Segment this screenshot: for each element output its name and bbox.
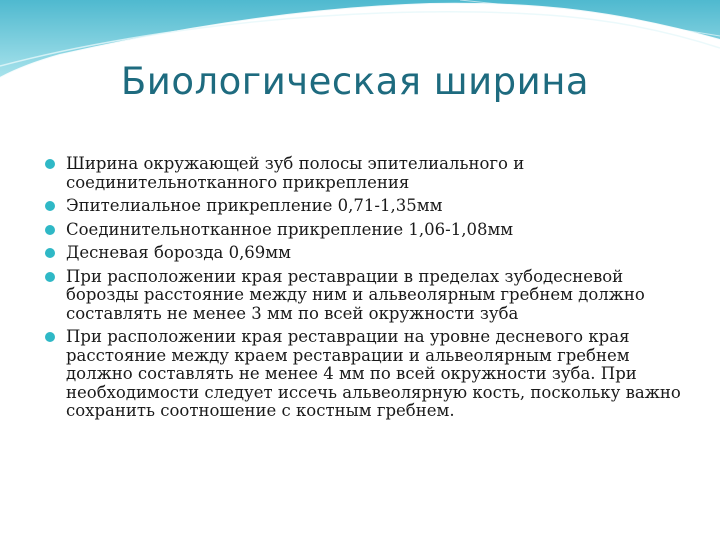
- bullet-icon: [45, 159, 55, 169]
- bullet-text: При расположении края реставрации на уровне десневого края расстояние между краем реставрации и альвеолярным гребнем должно составлять не менее 4 мм по всей окружности зуба. При необходимости следует иссечь альвеолярную кость, поскольку важно сохранить соотношение с костным гребнем.: [66, 327, 681, 420]
- bullet-icon: [45, 272, 55, 282]
- bullet-icon: [45, 332, 55, 342]
- bullet-list: [44, 155, 684, 426]
- list-item: [44, 155, 684, 192]
- bullet-icon: [45, 225, 55, 235]
- bullet-text: Ширина окружающей зуб полосы эпителиального и соединительнотканного прикрепления: [66, 154, 525, 192]
- list-item: [44, 244, 684, 263]
- slide-title: Биологическая ширина: [120, 60, 590, 103]
- bullet-text: Соединительнотканное прикрепление 1,06-1,08мм: [66, 219, 514, 239]
- bullet-icon: [45, 201, 55, 211]
- bullet-text: При расположении края реставрации в пределах зубодесневой борозды расстояние между ним и альвеолярным гребнем должно составлять не менее 3 мм по всей окружности зуба: [66, 266, 645, 323]
- bullet-text: Эпителиальное прикрепление 0,71-1,35мм: [66, 196, 443, 215]
- bullet-icon: [45, 248, 55, 258]
- bullet-text: Десневая борозда 0,69мм: [66, 243, 291, 262]
- list-item: [44, 197, 684, 216]
- list-item: [44, 221, 684, 240]
- list-item: [44, 268, 684, 324]
- list-item: [44, 328, 684, 421]
